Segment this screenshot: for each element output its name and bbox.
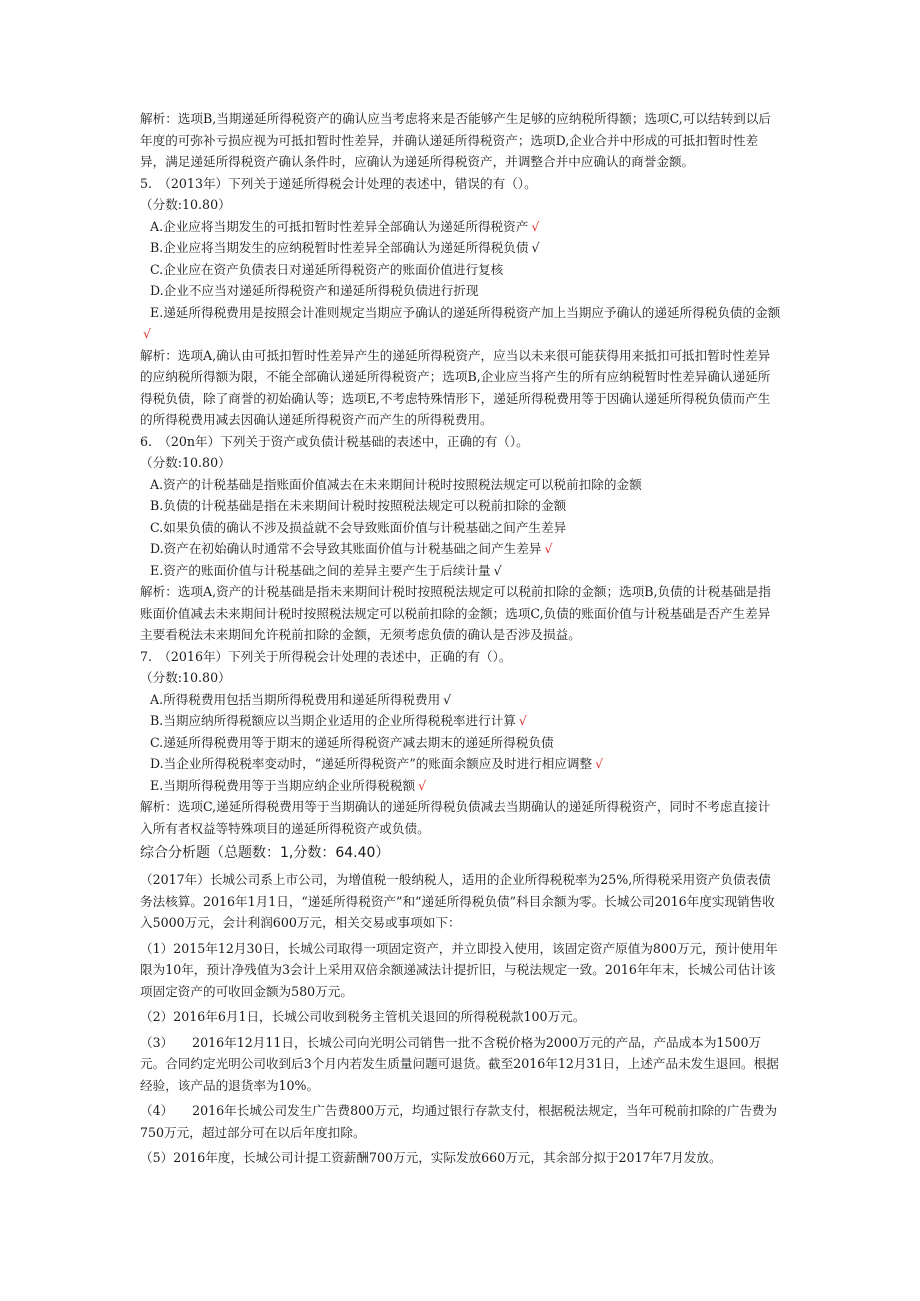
check-mark-icon: √ bbox=[518, 713, 527, 728]
option-a[interactable]: A.企业应将当期发生的可抵扣暂时性差异全部确认为递延所得税资产 √ bbox=[150, 218, 540, 234]
case-item-4: （4） 2016年长城公司发生广告费800万元，均通过银行存款支付，根据税法规定，当年可税前扣除的广告费为750万元，超过部分可在以后年度扣除。 bbox=[140, 1103, 778, 1140]
check-mark-icon: √ bbox=[531, 240, 540, 255]
case-item-3: （3） 2016年12月11日，长城公司向光明公司销售一批不含税价格为2000万元的产品，产品成本为1500万元。合同约定光明公司收到后3个月内若发生质量问题可退货。截至2016年12月31日，上述产品未发生退回。根据经验，该产品的退货率为10%。 bbox=[140, 1034, 779, 1093]
question-analysis: 解析：选项C,递延所得税费用等于当期确认的递延所得税负债减去当期确认的递延所得税资产，同时不考虑直接计入所有者权益等特殊项目的递延所得税资产或负债。 bbox=[140, 799, 771, 836]
question-score: （分数:10.80） bbox=[140, 197, 231, 212]
section-title: 综合分析题（总题数：1,分数：64.40） bbox=[140, 845, 390, 861]
option-e[interactable]: E.递延所得税费用是按照会计准则规定当期应予确认的递延所得税资产加上当期应予确认的递延所得税负债的金额√ bbox=[143, 304, 781, 341]
option-b[interactable]: B.当期应纳所得税额应以当期企业适用的企业所得税税率进行计算 √ bbox=[150, 713, 527, 728]
document-page bbox=[140, 108, 782, 1169]
option-e[interactable]: E.当期所得税费用等于当期应纳企业所得税税额 √ bbox=[150, 777, 427, 793]
question-5 bbox=[140, 173, 782, 431]
question-stem: 6. （20n年）下列关于资产或负债计税基础的表述中，正确的有（）。 bbox=[140, 433, 529, 449]
question-7 bbox=[140, 646, 782, 840]
question-score: （分数:10.80） bbox=[140, 670, 231, 685]
question-stem: 5. （2013年）下列关于递延所得税会计处理的表述中，错误的有（）。 bbox=[140, 175, 537, 191]
check-mark-icon: √ bbox=[595, 756, 604, 771]
option-b[interactable]: B.负债的计税基础是指在未来期间计税时按照税法规定可以税前扣除的金额 bbox=[150, 498, 567, 513]
case-study bbox=[140, 869, 782, 1169]
check-mark-icon: √ bbox=[531, 218, 540, 234]
option-b[interactable]: B.企业应将当期发生的应纳税暂时性差异全部确认为递延所得税负债 √ bbox=[150, 240, 540, 255]
option-d[interactable]: D.企业不应当对递延所得税资产和递延所得税负债进行折现 bbox=[150, 283, 479, 298]
question-analysis: 解析：选项A,确认由可抵扣暂时性差异产生的递延所得税资产，应当以未来很可能获得用来抵扣可抵扣暂时性差异的应纳税所得额为限，不能全部确认递延所得税资产；选项B,企业应当将产生的所有应纳税暂时性差异确认递延所得税负债，除了商誉的初始确认等；选项E,不考虑特殊情形下，递延所得税费用等于因确认递延所得税负债而产生的所得税费用减去因确认递延所得税资产而产生的所得税费用。 bbox=[140, 347, 771, 427]
case-intro: （2017年）长城公司系上市公司，为增值税一般纳税人，适用的企业所得税税率为25%,所得税采用资产负债表债务法核算。2016年1月1日，“递延所得税资产”和“递延所得税负债”科目余额为零。长城公司2016年度实现销售收入5000万元，会计利润600万元，相关交易或事项如下： bbox=[140, 872, 775, 930]
option-d[interactable]: D.当企业所得税税率变动时，“递延所得税资产”的账面余额应及时进行相应调整 √ bbox=[150, 756, 604, 771]
option-e[interactable]: E.资产的账面价值与计税基础之间的差异主要产生于后续计量 √ bbox=[150, 562, 502, 578]
option-c[interactable]: C.企业应在资产负债表日对递延所得税资产的账面价值进行复核 bbox=[150, 261, 504, 277]
analysis-prev: 解析：选项B,当期递延所得税资产的确认应当考虑将来是否能够产生足够的应纳税所得额；选项C,可以结转到以后年度的可弥补亏损应视为可抵扣暂时性差异，并确认递延所得税资产；选项D,企业合并中形成的可抵扣暂时性差异，满足递延所得税资产确认条件时，应确认为递延所得税资产，并调整合并中应确认的商誉金额。 bbox=[140, 111, 771, 169]
check-mark-icon: √ bbox=[544, 541, 553, 556]
check-mark-icon: √ bbox=[443, 691, 452, 707]
question-stem: 7. （2016年）下列关于所得税会计处理的表述中，正确的有（）。 bbox=[140, 648, 512, 664]
option-a[interactable]: A.所得税费用包括当期所得税费用和递延所得税费用 √ bbox=[150, 691, 452, 707]
case-item-5: （5）2016年度，长城公司计提工资薪酬700万元，实际发放660万元，其余部分拟于2017年7月发放。 bbox=[140, 1150, 722, 1165]
option-d[interactable]: D.资产在初始确认时通常不会导致其账面价值与计税基础之间产生差异 √ bbox=[150, 541, 553, 556]
question-score: （分数:10.80） bbox=[140, 455, 231, 470]
case-item-1: （1）2015年12月30日，长城公司取得一项固定资产，并立即投入使用，该固定资产原值为800万元，预计使用年限为10年，预计净残值为3会计上采用双倍余额递减法计提折旧，与税法规定一致。2016年年末，长城公司估计该项固定资产的可收回金额为580万元。 bbox=[140, 940, 778, 999]
option-a[interactable]: A.资产的计税基础是指账面价值减去在未来期间计税时按照税法规定可以税前扣除的金额 bbox=[150, 476, 642, 492]
check-mark-icon: √ bbox=[418, 777, 427, 793]
question-analysis: 解析：选项A,资产的计税基础是指未来期间计税时按照税法规定可以税前扣除的金额；选项B,负债的计税基础是指账面价值减去未来期间计税时按照税法规定可以税前扣除的金额；选项C,负债的账面价值与计税基础是否产生差异主要看税法未来期间允许税前扣除的金额，无须考虑负债的确认是否涉及损益。 bbox=[140, 584, 771, 642]
option-c[interactable]: C.递延所得税费用等于期末的递延所得税资产减去期末的递延所得税负债 bbox=[150, 734, 554, 750]
option-c[interactable]: C.如果负债的确认不涉及损益就不会导致账面价值与计税基础之间产生差异 bbox=[150, 519, 567, 535]
check-mark-icon: √ bbox=[493, 562, 502, 578]
question-6 bbox=[140, 431, 782, 646]
check-mark-icon: √ bbox=[143, 326, 152, 341]
case-item-2: （2）2016年6月1日，长城公司收到税务主管机关退回的所得税税款100万元。 bbox=[140, 1009, 586, 1024]
